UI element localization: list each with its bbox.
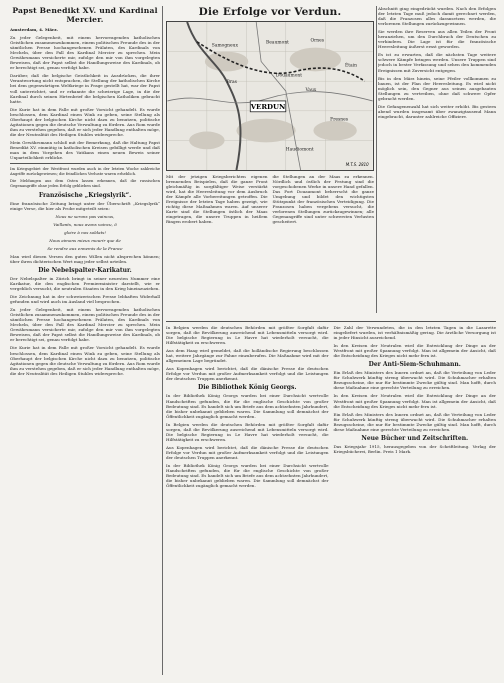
map-label: VERDUN	[250, 102, 286, 111]
paragraph: Aus Kopenhagen wird berichtet, daß die dänische Presse die deutschen Erfolge vor Verdun mit großer Aufmerksamkeit verfolgt und die Leistungen der deutschen Truppen anerkennt.	[166, 366, 329, 382]
paragraph: Abschnitt ging eingedrückt wurden. Nach den Erfolgen der letzten Tage muß jedoch damit gerechnet werden, daß die Franzosen alles daransetzen werden, die verlorenen Stellungen zurückzugewinnen.	[378, 6, 496, 27]
subheadline: Die Nebelspalter-Karikatur.	[38, 266, 132, 274]
subheadline: Der Anti-Siem-Schuhmann.	[368, 361, 461, 369]
paragraph: Ein Erlaß des Ministers des Innern ordnet an, daß die Verteilung von Leder für Schuhwerk künftig streng überwacht wird. Die Schuhmacher erhalten Bezugsscheine, die nur für bestimmte Zwecke gültig sind. Man hofft, durch diese Maßnahme eine gerechte Verteilung zu erreichen.	[333, 370, 496, 391]
map-label: Douaumont	[275, 73, 303, 79]
paragraph: Die Meldungen aus dem Osten lassen erkennen, daß die russischen Gegenangriffe ohne jeden Erfolg geblieben sind.	[10, 179, 160, 188]
feature-article	[166, 6, 374, 316]
paragraph: Zu jeder Gelegenheit, mit einem hervorragenden katholischen Geistlichen zusammenzukommen, einem politischen Freunde des in der sämtlichen Presse hochangesehenen Prälaten, des Kardinals von Mecheln, über den Fall des Kardinal Mercier zu sprechen. Mein Gewährsmann versicherte mir, zufolge den mir von ihm vorgelegten Beweisen, daß der Papst selbst die Handlungsweise des Kardinals, ob er berechtigt sei, genau verfolgt habe.	[10, 35, 160, 71]
poem-line: Nous aimons mieux mourir que de	[49, 237, 121, 243]
paragraph: In der Bibliothek König Georgs wurden bei einer Durchsicht wertvolle Handschriften gefunden, die für die englische Geschichte von großer Bedeutung sind. Es handelt sich um Briefe aus dem achtzehnten Jahrhundert, die bisher unbekannt geblieben waren. Die Sammlung soll demnächst der Öffentlichkeit zugänglich gemacht werden.	[166, 463, 329, 489]
verdun-map	[166, 21, 374, 171]
paragraph: In Belgien werden die deutschen Behörden mit größter Sorgfalt dafür sorgen, daß die Bevölkerung ausreichend mit Lebensmitteln versorgt wird. Die belgische Regierung in Le Havre hat wiederholt versucht, die Hilfstätigkeit zu erschweren.	[166, 325, 329, 346]
map-caption: Mit der jetzigen Kriegsberichten eigenen brennenden Beispielen, daß die ganze Front gleichmäßig in sorgfältiger Weise verstärkt wird, hat die Heeresleitung vor dem Ausbruch der Kämpfe alle Vorbereitungen getroffen. Die Ereignisse der letzten Tage haben gezeigt, wie richtig diese Maßnahmen waren. Auf unserer Karte sind die Stellungen östlich der Maas eingetragen, die unsere Truppen in heißem Ringen erobert haben.	[166, 174, 268, 224]
lower-left-column	[166, 325, 329, 491]
map-label: Ornes	[310, 38, 324, 44]
paragraph: In der Bibliothek König Georgs wurden bei einer Durchsicht wertvolle Handschriften gefunden, die für die englische Geschichte von großer Bedeutung sind. Es handelt sich um Briefe aus dem achtzehnten Jahrhundert, die bisher unbekannt geblieben waren. Die Sammlung soll demnächst der Öffentlichkeit zugänglich gemacht werden.	[166, 393, 329, 419]
paragraph: Die Zahl der Verwundeten, die in den letzten Tagen in die Lazarette eingeliefert wurden, ist verhältnismäßig gering. Die ärztliche Versorgung ist in jeder Hinsicht ausreichend.	[333, 325, 496, 341]
poem-line: Nous ne serons pas vaincus,	[55, 213, 115, 219]
lower-right-column	[334, 325, 497, 491]
column-rule	[162, 6, 163, 675]
paragraph: Die Gefangenenzahl hat sich weiter erhöht. Bis gestern abend wurden insgesamt über zwanzigtausend Mann eingebracht, darunter zahlreiche Offiziere.	[378, 103, 496, 119]
subheadline: Neue Bücher und Zeitschriften.	[361, 434, 469, 442]
paragraph: Es ist zu erwarten, daß die nächsten Tage weitere schwere Kämpfe bringen werden. Unsere Truppen sind jedoch in bester Verfassung und sehen den kommenden Ereignissen mit Zuversicht entgegen.	[378, 52, 496, 73]
paragraph: Bis in den März hinein, seine Pfeiler vollkommen zu bauen, ist der Plan der Heeresleitung. Es wird nicht möglich sein, den Gegner aus seinen ausgebauten Stellungen zu vertreiben, ohne daß schwere Opfer gebracht werden.	[378, 75, 496, 101]
paragraph: Darüber, daß die belgische Geistlichkeit in Ausdrücken, die ihrer Verantwortung nicht entsprachen, die Stellung der katholischen Kirche bei dem gegenwärtigen Weltkriege in Frage gestellt hat, war der Papst voll unterrichtet, und er erkannte die schwierige Lage, in die der Kardinal durch seinen Hirtenbrief die belgischen Katholiken gebracht hatte.	[10, 73, 160, 104]
poem-line: Se rendre aux ennemis de la France	[47, 245, 123, 251]
subheadline: Die Bibliothek König Georgs.	[198, 384, 297, 392]
map-label: Étain	[344, 63, 357, 69]
paragraph: Im Kriegsgebiet der Westfront wurden auch in der letzten Woche zahlreiche Angriffe zurückgewiesen; die feindlichen Verluste waren erheblich.	[10, 167, 160, 176]
divider	[10, 163, 160, 164]
map-label: Samogneux	[211, 43, 239, 49]
paragraph: Die Kurie hat in dem Falle mit großer Vorsicht gehandelt. Es wurde beschlossen, dem Kardinal einen Wink zu geben, seine Stellung als Oberhaupt der belgischen Kirche nicht dazu zu benutzen, politische Agitationen gegen die deutsche Verwaltung zu fördern. Aus Rom wurde ihm zu verstehen gegeben, daß er sich jeder Handlung enthalten möge, die der Neutralität des Heiligen Stuhles widerspreche.	[10, 106, 160, 137]
map-credit: M.T.S. 2810	[345, 162, 369, 168]
paragraph: Man wird diesen Versen den guten Willen nicht absprechen können; über ihren dichterischen Wert mag jeder selbst urteilen.	[10, 253, 160, 264]
map-caption: die Stellungen an der Maas zu erkennen. Nördlich und östlich der Festung sind die vorgeschobenen Werke in unsere Hand gefallen. Das Fort Douaumont beherrscht die ganze Umgebung und bildet den wichtigsten Stützpunkt der französischen Verteidigung. Die Franzosen haben vergebens versucht, die verlorenen Stellungen zurückzugewinnen; alle Gegenangriffe sind unter schwersten Verlusten gescheitert.	[272, 174, 374, 224]
paragraph: Die Kurie hat in dem Falle mit großer Vorsicht gehandelt. Es wurde beschlossen, dem Kardinal einen Wink zu geben, seine Stellung als Oberhaupt der belgischen Kirche nicht dazu zu benutzen, politische Agitationen gegen die deutsche Verwaltung zu fördern. Aus Rom wurde ihm zu verstehen gegeben, daß er sich jeder Handlung enthalten möge, die der Neutralität des Heiligen Stuhles widerspreche.	[10, 345, 160, 376]
map-label: Fresnes	[330, 117, 349, 123]
dateline: Amsterdam, 4. März.	[10, 27, 58, 32]
paragraph: Sie werden ihre Reserven aus allen Teilen der Front heranziehen, um den Durchbruch der Deutschen zu verhindern. Die Lage ist für die französische Heeresleitung äußerst ernst geworden.	[378, 29, 496, 50]
paragraph: In Belgien werden die deutschen Behörden mit größter Sorgfalt dafür sorgen, daß die Bevölkerung ausreichend mit Lebensmitteln versorgt wird. Die belgische Regierung in Le Havre hat wiederholt versucht, die Hilfstätigkeit zu erschweren.	[166, 421, 329, 442]
paragraph: Der Nebelspalter in Zürich bringt in seiner neuesten Nummer eine Karikatur, die den englischen Premierminister darstellt, wie er vergeblich versucht, die neutralen Staaten in den Krieg hineinzuziehen.	[10, 275, 160, 292]
paragraph: Das Kriegsjahr 1915, herausgegeben von der Schriftleitung. Verlag der Kriegsbücherei, Berlin. Preis 1 Mark.	[333, 443, 496, 454]
subheadline: Französische „Kriegslyrik“.	[38, 191, 132, 199]
paragraph: Mein Gewährsmann schloß mit der Bemerkung, daß die Haltung Papst Benedikt XV. einmütig in katholischen Kreisen gebilligt werde und daß man in dem Vorgehen des Vatikans einen neuen Beweis seiner Unparteilichkeit erblicke.	[10, 139, 160, 161]
column-right	[378, 6, 496, 311]
map-label: Bras	[226, 80, 237, 86]
paragraph: Ein Erlaß des Ministers des Innern ordnet an, daß die Verteilung von Leder für Schuhwerk künftig streng überwacht wird. Die Schuhmacher erhalten Bezugsscheine, die nur für bestimmte Zwecke gültig sind. Man hofft, durch diese Maßnahme eine gerechte Verteilung zu erreichen.	[333, 411, 496, 432]
column-left	[10, 6, 160, 675]
paragraph: Aus dem Haag wird gemeldet, daß die holländische Regierung beschlossen hat, weitere Jahrgänge zur Fahne einzuberufen. Die Maßnahme wird mit der allgemeinen Lage begründet.	[166, 348, 329, 364]
feature-title: Die Erfolge vor Verdun.	[198, 6, 342, 18]
poem-line: Vaillants, nous avons vaincu, ô	[53, 221, 117, 227]
lower-section	[166, 318, 496, 676]
map-label: Beaumont	[266, 40, 289, 46]
poem-line: gloire à nos soldats!	[64, 229, 106, 235]
paragraph: Aus Kopenhagen wird berichtet, daß die dänische Presse die deutschen Erfolge vor Verdun mit großer Aufmerksamkeit verfolgt und die Leistungen der deutschen Truppen anerkennt.	[166, 444, 329, 460]
paragraph: Zu jeder Gelegenheit, mit einem hervorragenden katholischen Geistlichen zusammenzukommen, einem politischen Freunde des in der sämtlichen Presse hochangesehenen Prälaten, des Kardinals von Mecheln, über den Fall des Kardinal Mercier zu sprechen. Mein Gewährsmann versicherte mir, zufolge den mir von ihm vorgelegten Beweisen, daß der Papst selbst die Handlungsweise des Kardinals, ob er berechtigt sei, genau verfolgt habe.	[10, 307, 160, 343]
column-rule	[376, 6, 377, 313]
divider	[166, 321, 496, 322]
article-headline: Papst Benedikt XV. und Kardinal Mercier.	[12, 6, 158, 24]
paragraph: Eine französische Zeitung bringt unter der Überschrift „Kriegslyrik“ einige Verse, die hier als Probe mitgeteilt seien:	[10, 200, 160, 211]
map-label: Haudiomont	[285, 147, 314, 153]
paragraph: In den Kreisen der Neutralen wird die Entwicklung der Dinge an der Westfront mit großer Spannung verfolgt. Man ist allgemein der Ansicht, daß die Entscheidung des Krieges nicht mehr fern ist.	[333, 393, 496, 409]
paragraph: Die Zeichnung hat in der schweizerischen Presse lebhaften Widerhall gefunden und wird auch im Ausland viel besprochen.	[10, 294, 160, 305]
map-label: Vaux	[305, 88, 317, 94]
paragraph: In den Kreisen der Neutralen wird die Entwicklung der Dinge an der Westfront mit großer Spannung verfolgt. Man ist allgemein der Ansicht, daß die Entscheidung des Krieges nicht mehr fern ist.	[333, 343, 496, 359]
